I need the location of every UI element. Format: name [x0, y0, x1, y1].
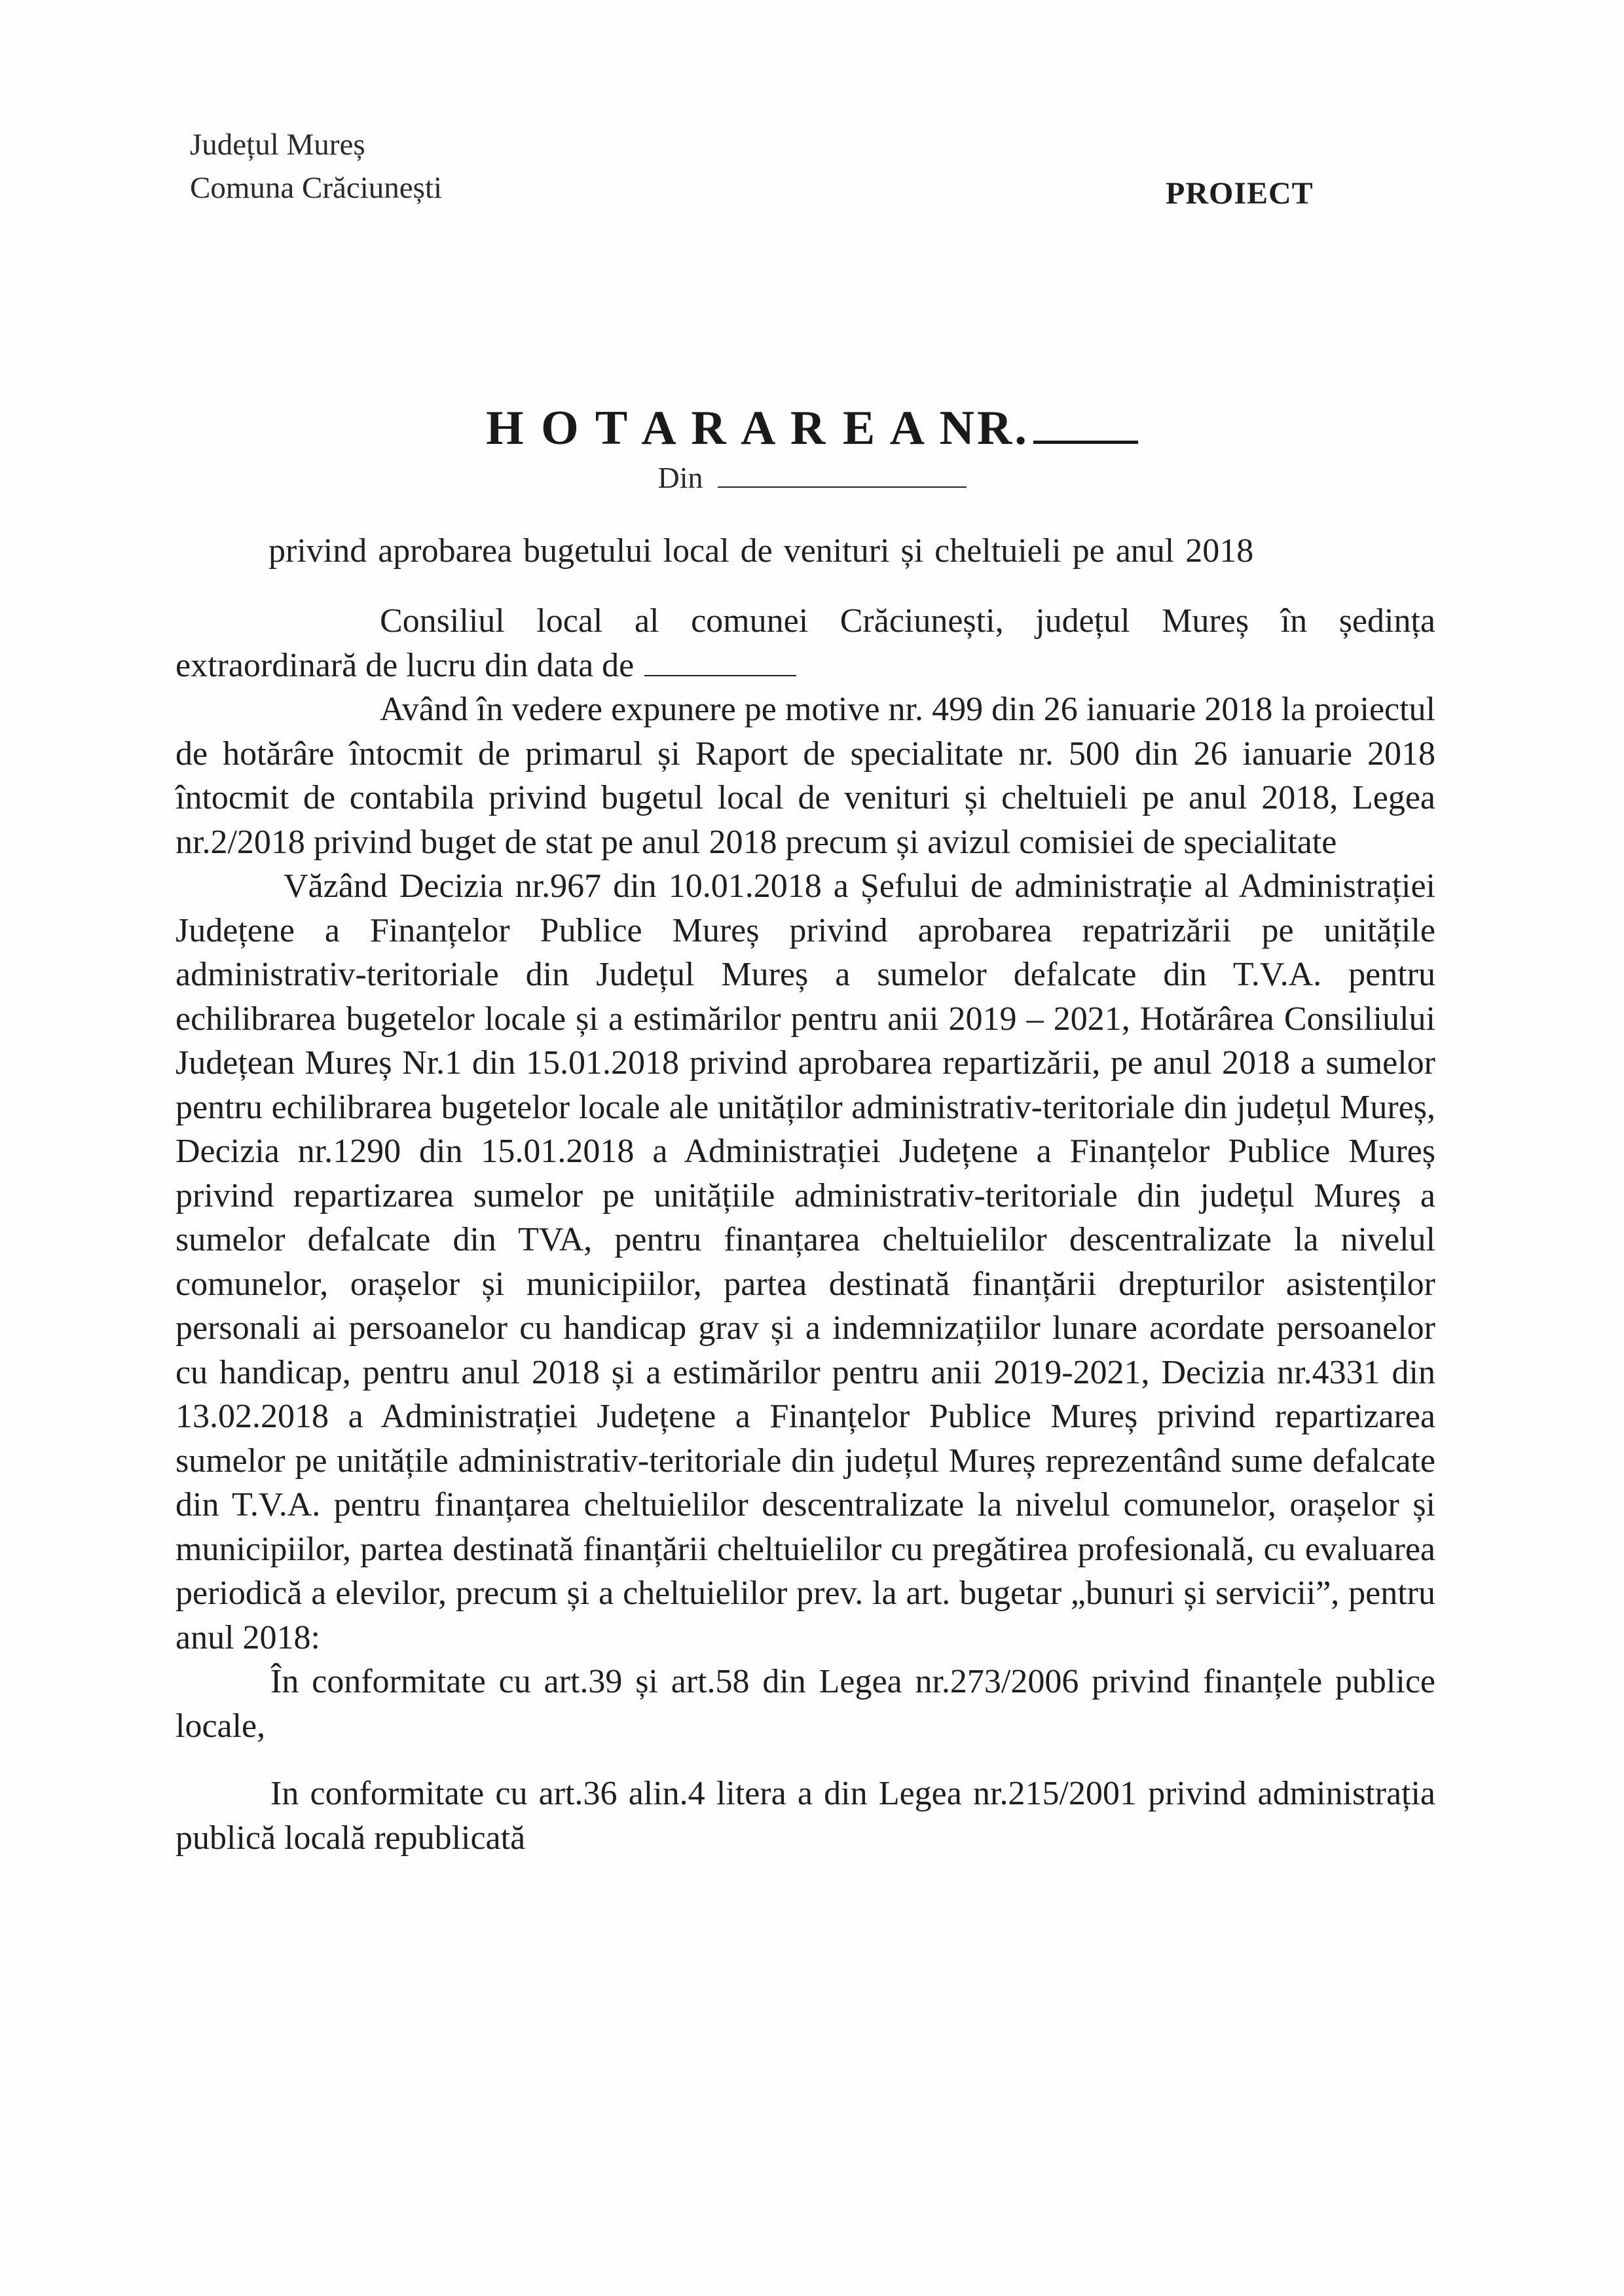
document-subject: privind aprobarea bugetului local de venituri și cheltuieli pe anul 2018	[268, 532, 1254, 570]
paragraph-seeing: Văzând Decizia nr.967 din 10.01.2018 a Șefului de administrație al Administrației Județene a Finanțelor Publice Mureș privind aprobarea repatrizării pe unitățile administrativ-teritoriale din Județul Mureș a sumelor defalcate din T.V.A. pentru echilibrarea bugetelor locale și a estimărilor pentru anii 2019 – 2021, Hotărârea Consiliului Județean Mureș Nr.1 din 15.01.2018 privind aprobarea repartizării, pe anul 2018 a sumelor pentru echilibrarea bugetelor locale ale unităților administrativ-teritoriale din județul Mureș, Decizia nr.1290 din 15.01.2018 a Administrației Județene a Finanțelor Publice Mureș privind repartizarea sumelor pe unitățiile administrativ-teritoriale din județul Mureș a sumelor defalcate din TVA, pentru finanțarea cheltuielilor descentralizate la nivelul comunelor, orașelor și municipiilor, partea destinată finanțării drepturilor asistenților personali ai persoanelor cu handicap grav și a indemnizațiilor lunare acordate persoanelor cu handicap, pentru anul 2018 și a estimărilor pentru anii 2019-2021, Decizia nr.4331 din 13.02.2018 a Administrației Județene a Finanțelor Publice Mureș privind repartizarea sumelor pe unitățile administrativ-teritoriale din județul Mureș reprezentând sume defalcate din T.V.A. pentru finanțarea cheltuielilor descentralizate la nivelul comunelor, orașelor și municipiilor, partea destinată finanțării cheltuielilor cu pregătirea profesională, cu evaluarea periodică a elevilor, precum și a cheltuielilor prev. la art. bugetar „bunuri și servicii”, pentru anul 2018:	[175, 867, 1435, 1656]
date-label: Din	[657, 461, 703, 494]
decision-number-blank	[1033, 441, 1138, 444]
paragraph-law-215: In conformitate cu art.36 alin.4 litera a din Legea nr.215/2001 privind administrația publică locală republicată	[175, 1775, 1435, 1857]
document-date-line	[0, 460, 1624, 495]
document-title	[0, 401, 1624, 456]
issuer-block	[190, 123, 442, 210]
paragraph-council-text: Consiliul local al comunei Crăciunești, județul Mureș în ședința extraordinară de lucru din data de	[175, 602, 1435, 684]
meeting-date-blank	[644, 649, 796, 676]
date-blank	[718, 486, 967, 488]
paragraph-considering: Având în vedere expunere pe motive nr. 499 din 26 ianuarie 2018 la proiectul de hotărâre întocmit de primarul și Raport de specialitate nr. 500 din 26 ianuarie 2018 întocmit de contabila privind bugetul local de venituri și cheltuieli pe anul 2018, Legea nr.2/2018 privind buget de stat pe anul 2018 precum și avizul comisiei de specialitate	[175, 691, 1435, 861]
document-body	[175, 599, 1435, 1860]
county-name: Județul Mureș	[190, 128, 365, 162]
draft-label: PROIECT	[1166, 176, 1314, 211]
paragraph-law-273: În conformitate cu art.39 și art.58 din Legea nr.273/2006 privind finanțele publice locale,	[175, 1663, 1435, 1745]
paragraph-council	[175, 599, 1435, 687]
title-block	[0, 401, 1624, 495]
commune-name: Comuna Crăciunești	[190, 171, 443, 205]
document-title-text: H O T A R A R E A NR.	[486, 401, 1029, 455]
